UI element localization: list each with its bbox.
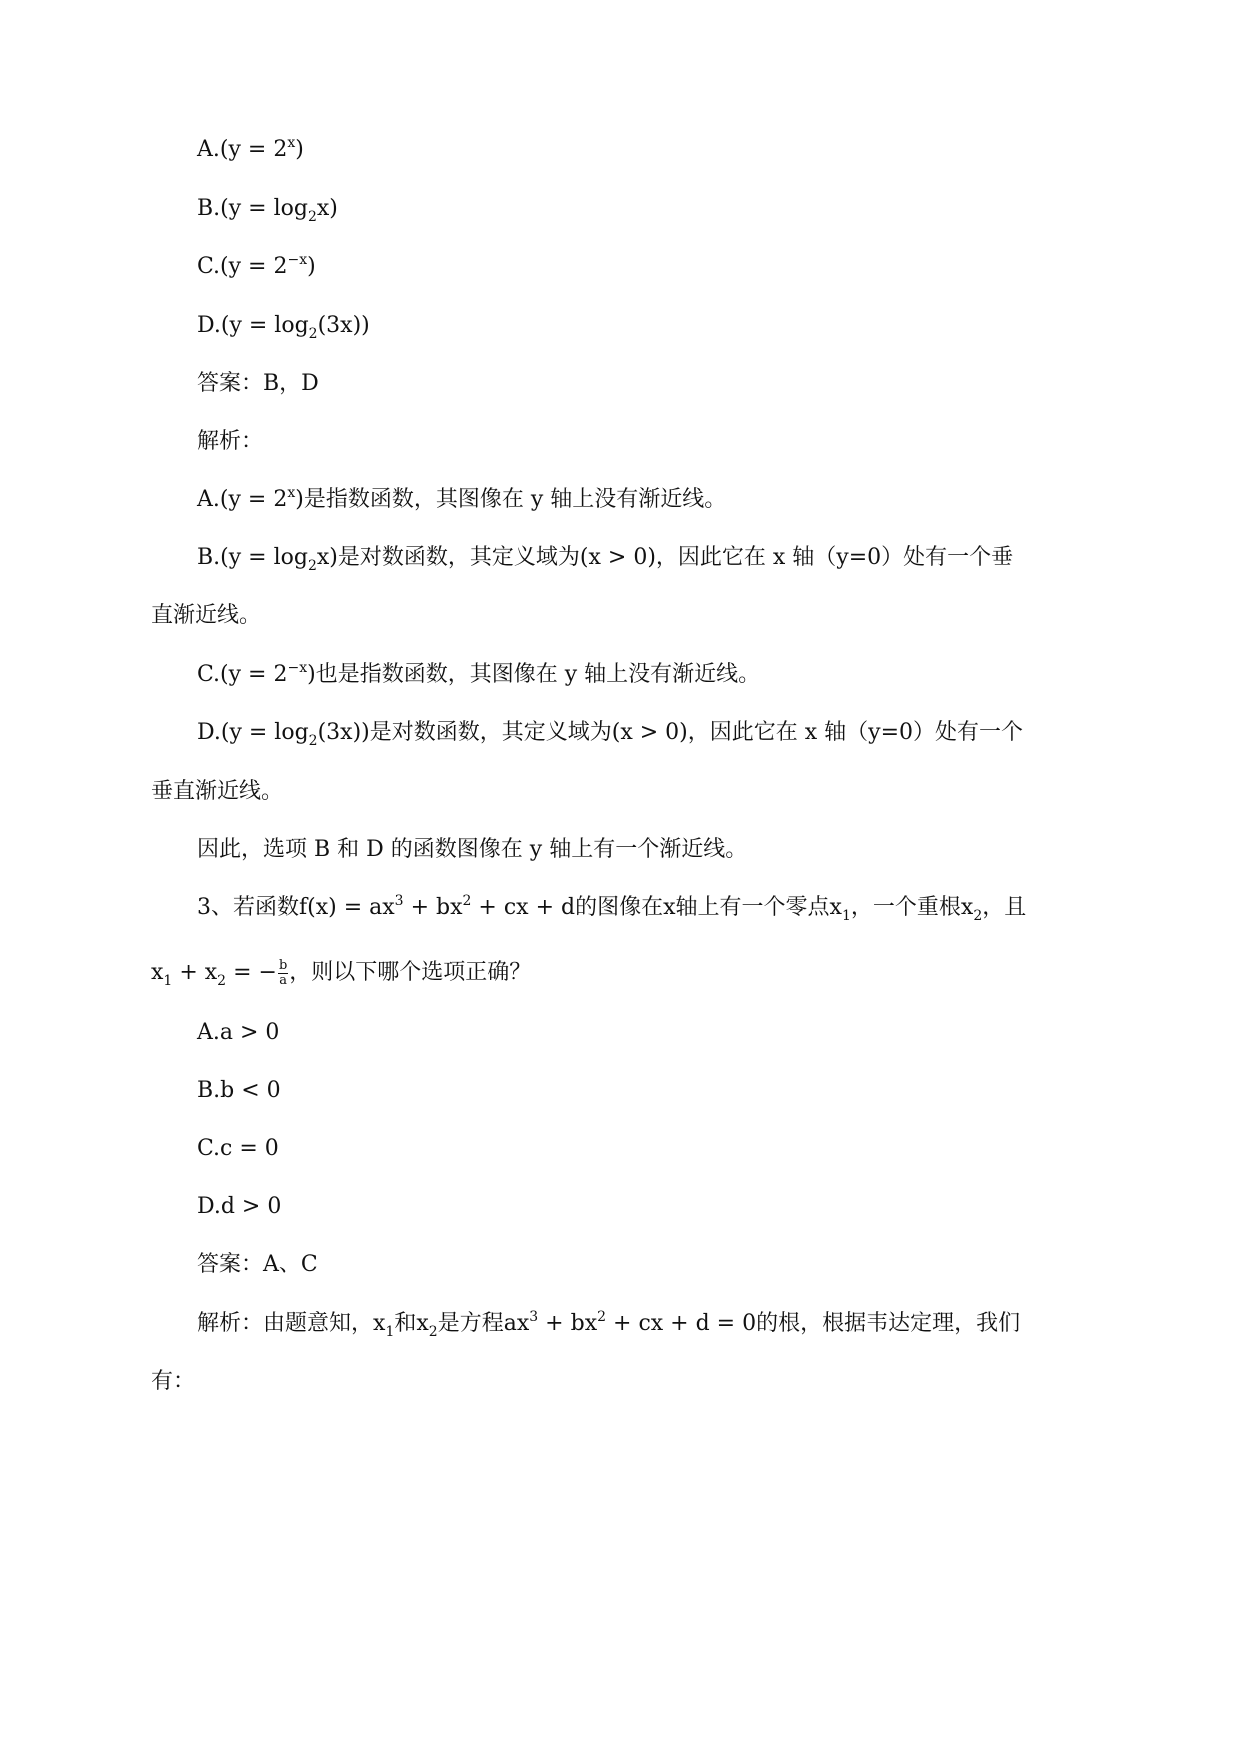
math-formula: $x_2$ — [416, 1311, 438, 1340]
q3-option-b: B.b < 0 — [197, 1078, 281, 1103]
math-formula: (x > 0) — [611, 720, 688, 745]
q2-conclusion: 因此，选项 B 和 D 的函数图像在 y 轴上有一个渐近线。 — [197, 837, 748, 862]
q2-analysis-title: 解析： — [197, 429, 264, 454]
math-formula: $(y = \log_2x)$ — [220, 196, 338, 225]
q3-question: 3、若函数$f(x) = ax^3 + bx^2$ + cx + d的图像在x轴上有一个零点$x_1$，一个重根$x_2$，且 — [197, 893, 1027, 924]
q2-explanation-b-cont: 直渐近线。 — [151, 603, 262, 628]
q2-option-b: $B.(y = \log_2x)$ — [197, 196, 338, 225]
q2-answer: 答案：B，D — [197, 371, 319, 396]
math-formula: a > 0 — [219, 1020, 280, 1045]
math-formula: $(y = 2^{-x})$ — [220, 660, 316, 687]
q2-explanation-d-cont: 垂直渐近线。 — [151, 779, 284, 804]
math-formula: $x_2$ — [960, 895, 983, 924]
math-formula: $ax^3 + bx^2$ + cx + d = 0 — [503, 1309, 757, 1336]
q3-answer: 答案：A、C — [197, 1252, 318, 1277]
q2-option-c: $C.(y = 2^{-x})$ — [197, 252, 316, 279]
q2-explanation-a: $A.(y = 2^x)$是指数函数，其图像在 y 轴上没有渐近线。 — [197, 485, 727, 512]
q2-explanation-b: $B.(y = \log_2x)$是对数函数，其定义域为(x > 0)，因此它在 x 轴（y=0）处有一个垂 — [197, 545, 1014, 574]
q3-option-d: D.d > 0 — [197, 1194, 282, 1219]
math-formula: x — [663, 895, 676, 920]
math-formula: $(y = \log_2(3x))$ — [220, 720, 370, 749]
math-formula: $(y = \log_2x)$ — [220, 545, 338, 574]
math-formula: (x > 0) — [579, 545, 656, 570]
q3-analysis: 解析：由题意知，$x_1$和$x_2$是方程$ax^3 + bx^2$ + cx + d = 0的根，根据韦达定理，我们 — [197, 1309, 1021, 1340]
math-formula: $(y = 2^x)$ — [219, 485, 304, 512]
q2-explanation-d: $D.(y = \log_2(3x))$是对数函数，其定义域为(x > 0)，因此它在 x 轴（y=0）处有一个 — [197, 720, 1024, 749]
math-formula: $x_1$ — [373, 1311, 395, 1340]
q2-option-a: $A.(y = 2^x)$ — [197, 135, 304, 162]
math-formula: b < 0 — [220, 1078, 281, 1103]
math-formula: $x_1 + x_2$ = − $\frac{b}{a}$ — [151, 957, 288, 989]
q2-explanation-c: $C.(y = 2^{-x})$也是指数函数，其图像在 y 轴上没有渐近线。 — [197, 660, 761, 687]
fraction: $\frac{b}{a}$ — [278, 957, 288, 988]
q2-option-d: $D.(y = \log_2(3x))$ — [197, 313, 370, 342]
math-formula: c = 0 — [220, 1136, 279, 1161]
q3-question-cont: $x_1 + x_2$ = − $\frac{b}{a}$ ，则以下哪个选项正确？ — [151, 957, 532, 989]
q3-option-a: A.a > 0 — [197, 1020, 280, 1045]
q3-option-c: C.c = 0 — [197, 1136, 279, 1161]
math-formula: $(y = 2^{-x})$ — [220, 252, 316, 279]
math-formula: d > 0 — [220, 1194, 282, 1219]
q3-analysis-cont: 有： — [151, 1369, 196, 1394]
math-formula: $f(x) = ax^3 + bx^2$ + cx + d — [299, 893, 576, 920]
math-formula: $(y = 2^x)$ — [219, 135, 304, 162]
math-formula: $(y = \log_2(3x))$ — [220, 313, 370, 342]
math-formula: $x_1$ — [829, 895, 851, 924]
